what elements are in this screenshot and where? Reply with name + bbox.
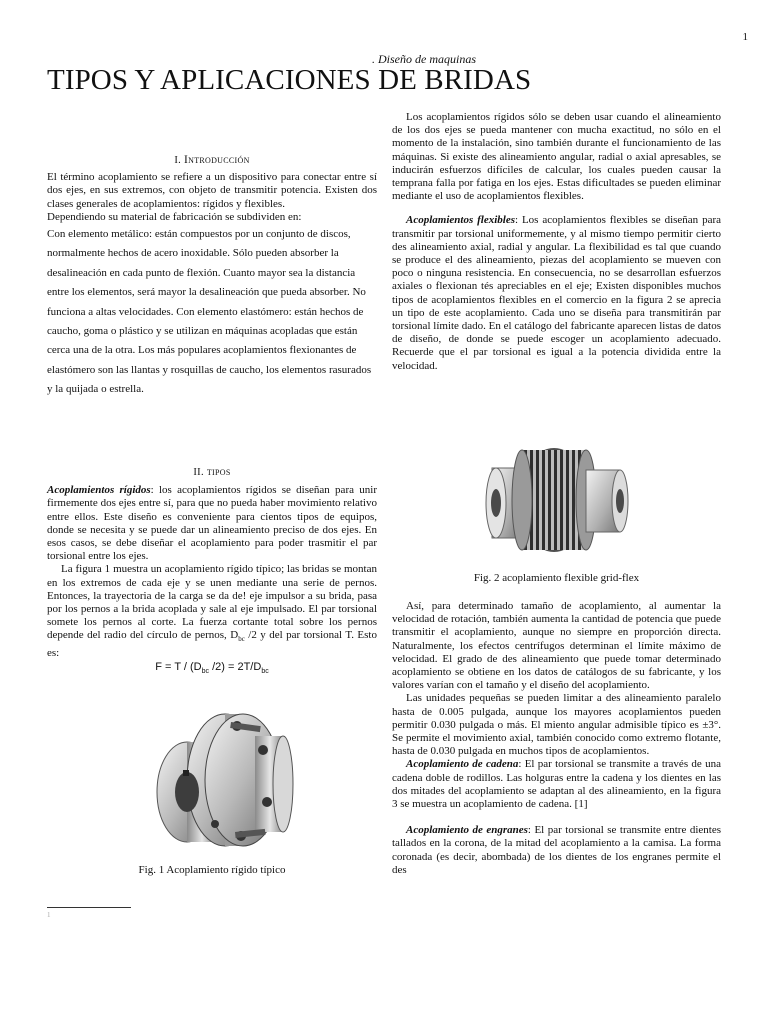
page-number: 1 bbox=[742, 31, 748, 43]
running-head: . Diseño de maquinas bbox=[372, 52, 476, 66]
right-column-bottom bbox=[392, 600, 721, 877]
section-numeral: I. bbox=[174, 155, 182, 166]
paragraph: Con elemento metálico: están compuestos por un conjunto de discos, normalmente hechos de acero inoxidable. Sólo pueden absorber la desalineación en cada punto de flexión. Cuanto mayor sea la distancia entre los elementos, será mayor la desalineación que pueda absorber. No funciona a altas velocidades. Con elemento elastómero: están hechos de caucho, goma o plástico y se utilizan en máquinas acopladas que están cerca una de la otra. Los más populares acoplamientos flexionantes de elastómero son las llantas y rosquillas de caucho, los elementos rasurados y la quijada o estrella. bbox=[47, 228, 372, 396]
paragraph-rigid: Acoplamientos rígidos: los acoplamientos rígidos se diseñan para unir firmemente dos ejes entre sí, para que no pueda haber movimiento relativo entre ellos. Este diseño es conveniente para cientos tipos de equipos, donde se necesita y se puede dar un alineamiento preciso de dos ejes. En esos casos, se debe diseñar el acoplamiento para poder trasmitir el par torsional entre los ejes. bbox=[47, 484, 377, 563]
page-title: TIPOS Y APLICACIONES DE BRIDAS bbox=[47, 64, 532, 96]
paragraph-small-units: Las unidades pequeñas se pueden limitar a des alineamiento paralelo hasta de 0.005 pulgada, aunque los mayores acoplamientos pueden permitir 0.030 pulgada o más. El miento angular admisible típico es ±3°. Se permite el movimiento axial, también conocido como extremo flotante, hasta de 0.030 pulgada en muchos tipos de acoplamientos. bbox=[392, 692, 721, 758]
paragraph-gear: Acoplamiento de engranes: El par torsional se transmite entre dientes tallados en la corona, de la mitad del acoplamiento a la camisa. La forma coronada (es decir, abombada) de los dientes de los engranes permite el des bbox=[392, 824, 721, 876]
section-introduccion bbox=[47, 154, 377, 400]
section-title: Introducción bbox=[184, 154, 250, 166]
term-chain: Acoplamiento de cadena bbox=[406, 758, 519, 771]
section-numeral: II. bbox=[193, 467, 204, 478]
figure-caption-1: Fig. 1 Acoplamiento rígido típico bbox=[138, 864, 286, 876]
paragraph-speed: Así, para determinado tamaño de acoplamiento, al aumentar la velocidad de rotación, también aumenta la cantidad de potencia que puede transmitir el acoplamiento, aunque no siempre en proporción directa. Naturalmente, los efectos centrífugos determinan el límite máximo de velocidad. El grado de des alineamiento que puede tomar determinado acoplamiento se obtiene en los datos de catálogos de su fabricante, y los valores varían con el tamaño y el diseño del acoplamiento. bbox=[392, 600, 721, 692]
section-title: tipos bbox=[206, 466, 231, 478]
paragraph: El término acoplamiento se refiere a un dispositivo para conectar entre sí dos ejes, en sus extremos, con objeto de transmitir potencia. Existen dos clases generales de acoplamientos: rígidos y flexibles. bbox=[47, 171, 377, 210]
term-flexible: Acoplamientos flexibles bbox=[406, 214, 515, 227]
section-heading-1 bbox=[47, 154, 377, 167]
paragraph-chain: Acoplamiento de cadena: El par torsional se transmite a través de una cadena doble de rodillos. Las holguras entre la cadena y los dientes en las dos mitades del acoplamiento se adaptan al des alineamiento, en la figura 3 se muestra un acoplamiento de cadena. [1] bbox=[392, 758, 721, 811]
paragraph-rigid-cont: Los acoplamientos rígidos sólo se deben usar cuando el alineamiento de los dos ejes se pueda mantener con mucha exactitud, no sólo en el momento de la instalación, sino también durante el funcionamiento de las máquinas. Si existe des alineamiento angular, radial o axial apresables, se inducirán esfuerzos difíciles de calcular, los cuales pueden causar la temprana falla por fatiga en los ejes. Estas dificultades se pueden eliminar mediante el uso de acoplamientos flexibles. bbox=[392, 111, 721, 203]
footnote-mark: 1 bbox=[47, 911, 51, 919]
right-column-top bbox=[392, 111, 721, 373]
term-gear: Acoplamiento de engranes bbox=[406, 824, 528, 837]
figure-rigid-coupling bbox=[145, 700, 295, 860]
paragraph-flexible: Acoplamientos flexibles: Los acoplamientos flexibles se diseñan para transmitir par torsional uniformemente, y al mismo tiempo permitir cierto des alineamiento axial, radial y angular. La flexibilidad es tal que cuando se produce el des alineamiento, piezas del acoplamiento se mueven con poco o ninguna resistencia. En consecuencia, no se desarrollan esfuerzos axiales o flexionan tés apreciables en el eje; Existen disponibles muchos tipos de acoplamientos flexibles en el comercio en la figura 2 se aprecia un tipo de este acoplamiento. Cada uno se diseña para transmitirán par torsional límite dado. En el catálogo del fabricante aparecen listas de datos de diseño, de donde se puede escoger un acoplamiento adecuado. Recuerde que el par torsional es igual a la potencia dividida entre la velocidad. bbox=[392, 214, 721, 372]
paragraph-fig1: La figura 1 muestra un acoplamiento rígido típico; las bridas se montan en los extremos de cada eje y se unen mediante una serie de pernos. Entonces, la trayectoria de la carga se da de! eje impulsor a su brida, pasa por los pernos a la brida acoplada y sale al eje impulsado. El par torsional somete los pernos al corte. La fuerza cortante total sobre los pernos depende del radio del círculo de pernos, $D_{bc}$ /2 y del par torsional T. Esto es: bbox=[47, 563, 377, 659]
figure-caption-2: Fig. 2 acoplamiento flexible grid-flex bbox=[473, 572, 640, 584]
section-tipos bbox=[47, 466, 377, 678]
footnote-rule bbox=[47, 907, 131, 908]
formula: $F = T / (D_{bc}$ $/2) = 2T/D_{bc}$ bbox=[155, 661, 269, 676]
term-rigid: Acoplamientos rígidos bbox=[47, 484, 151, 497]
section-heading-2 bbox=[47, 466, 377, 479]
paragraph: Dependiendo su material de fabricación se subdividen en: bbox=[47, 210, 302, 223]
figure-grid-flex-coupling bbox=[482, 436, 632, 566]
